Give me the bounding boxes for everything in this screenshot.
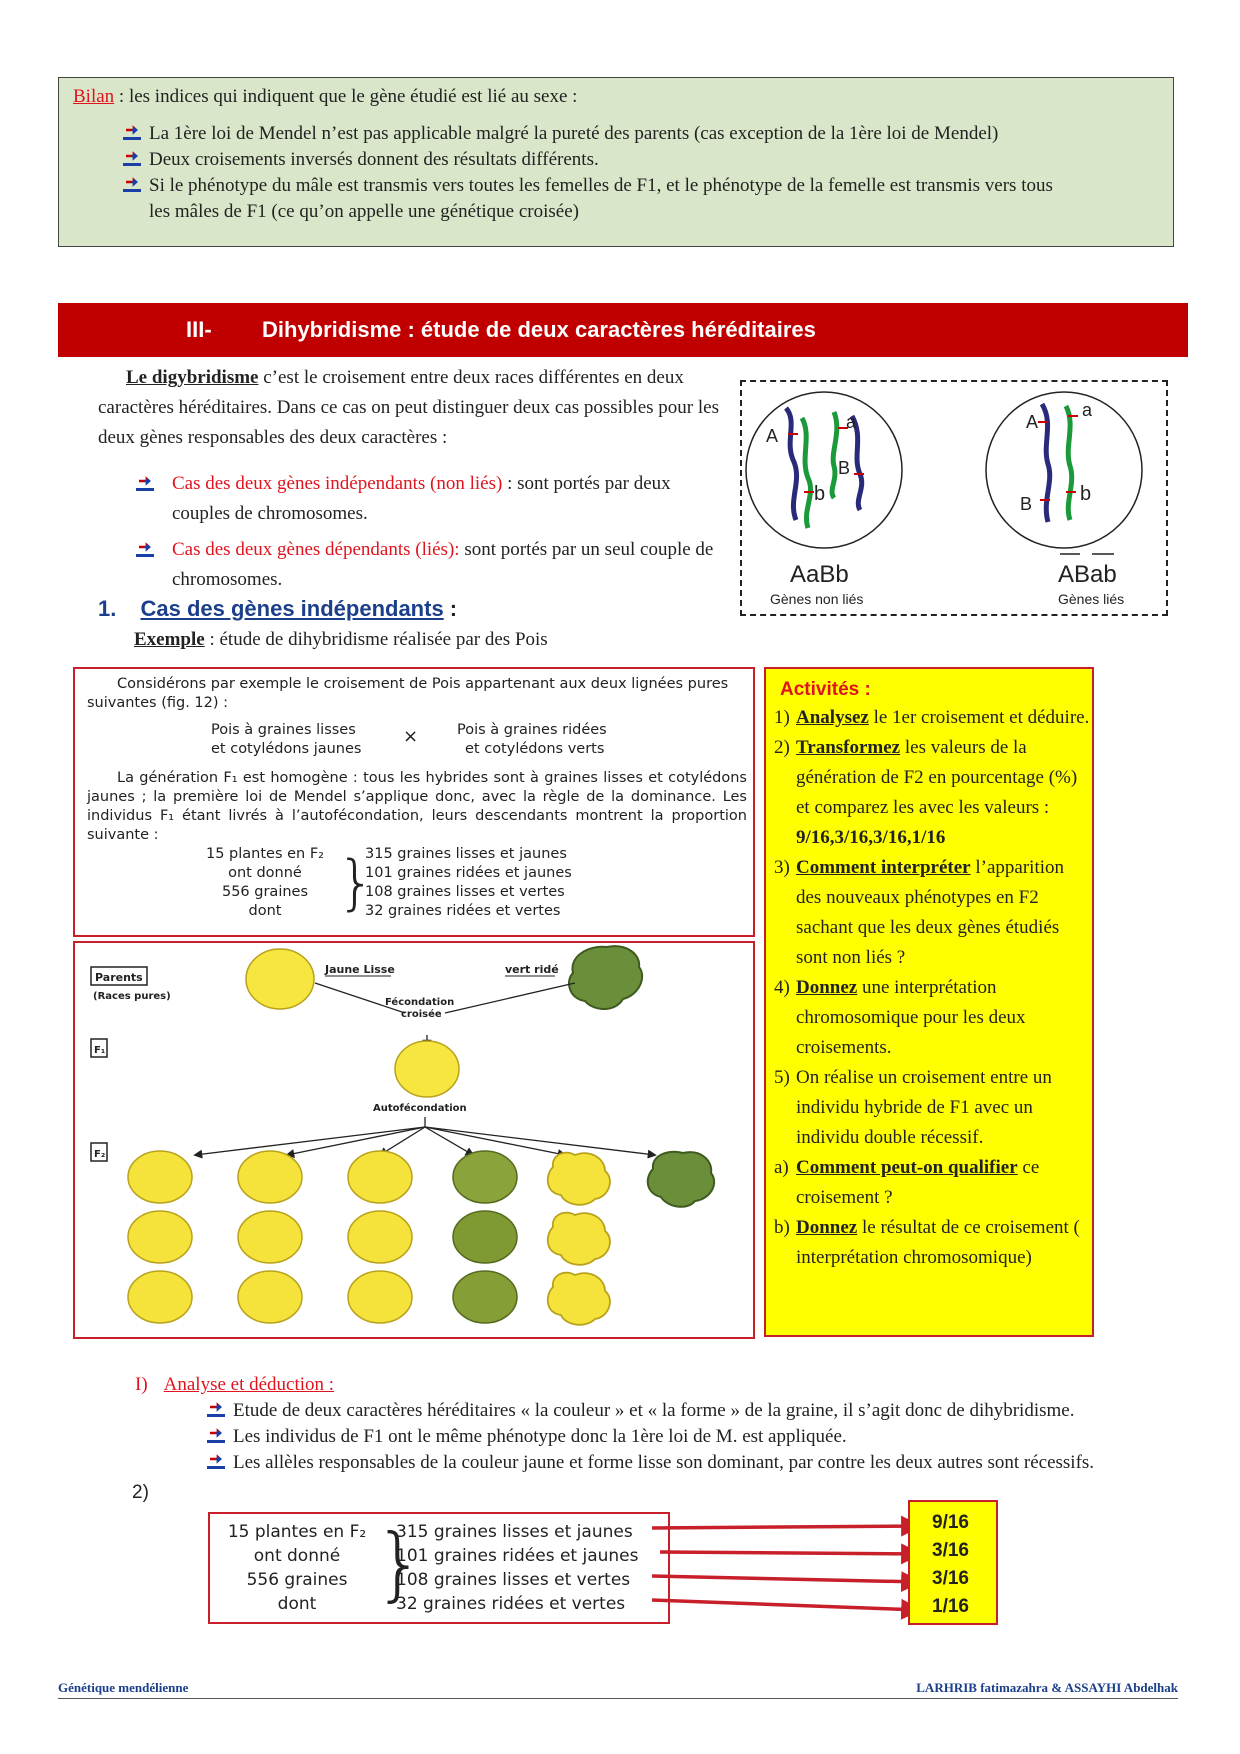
footer <box>58 1680 1178 1699</box>
subsection-colon: : <box>443 596 458 621</box>
case1-label: Cas des deux gènes indépendants (non liés) <box>172 473 503 494</box>
right-row: 101 graines ridées et jaunes <box>365 865 572 881</box>
activity-verb: Transformez <box>796 737 901 758</box>
left-row: 556 graines <box>221 884 309 900</box>
footer-right: LARHRIB fatimazahra & ASSAYHI Abdelhak <box>916 1680 1178 1695</box>
excerpt-line-1: Considérons par exemple le croisement de Pois appartenant aux deux lignées pures suivantes (fig. 12) : <box>87 676 729 711</box>
right-row: 108 graines lisses et vertes <box>365 884 565 900</box>
section-title: Dihybridisme : étude de deux caractères héréditaires <box>262 317 816 342</box>
activities-title: Activités : <box>780 679 871 700</box>
right-caption: Gènes liés <box>1058 591 1125 607</box>
right-label-B: B <box>1020 494 1033 514</box>
croisee-label: croisée <box>401 1009 442 1020</box>
parent2-b: et cotylédons verts <box>465 741 605 757</box>
parent1-b: et cotylédons jaunes <box>211 741 362 757</box>
activity-text: l’apparition des nouveaux phénotypes en F2 sachant que les deux gènes étudiés sont non liés ? <box>796 857 1065 968</box>
analysis-item-2: Les individus de F1 ont le même phénotype donc la 1ère loi de M. est appliquée. <box>233 1426 847 1447</box>
left-row: dont <box>248 903 282 919</box>
analysis-item-1: Etude de deux caractères héréditaires « la couleur » et « la forme » de la graine, il s’agit donc de dihybridisme. <box>233 1400 1075 1421</box>
table-right-row: 315 graines lisses et jaunes <box>396 1522 633 1542</box>
ratio: 9/16 <box>932 1512 969 1533</box>
activity-num: 1) <box>774 707 790 728</box>
activity-num: b) <box>774 1217 790 1238</box>
activity-verb: Donnez <box>796 977 858 998</box>
bilan-item-3: Si le phénotype du mâle est transmis vers toutes les femelles de F1, et le phénotype de la femelle est transmis vers tous <box>149 175 1053 196</box>
activity-num: 4) <box>774 977 790 998</box>
f1-label: F₁ <box>94 1045 106 1056</box>
fecondation-label: Fécondation <box>385 997 455 1008</box>
activity-verb: Comment interpréter <box>796 857 971 878</box>
ratio: 3/16 <box>932 1540 969 1561</box>
left-label-A: A <box>766 426 779 446</box>
activity-verb: Donnez <box>796 1217 858 1238</box>
bilan-item-2: Deux croisements inversés donnent des résultats différents. <box>149 149 599 170</box>
table-left-row: 15 plantes en F₂ <box>227 1522 367 1542</box>
activity-verb: Analysez <box>796 707 869 728</box>
activity-verb: Comment peut-on qualifier <box>796 1157 1018 1178</box>
bilan-label: Bilan <box>73 86 115 107</box>
right-row: 32 graines ridées et vertes <box>365 903 561 919</box>
activity-num: a) <box>774 1157 789 1178</box>
right-genotype: ABab <box>1058 561 1117 588</box>
ratio: 1/16 <box>932 1596 969 1617</box>
activity-values: 9/16,3/16,3/16,1/16 <box>796 827 946 848</box>
activity-num: 5) <box>774 1067 790 1088</box>
example-label: Exemple <box>134 629 205 650</box>
question-2-label: 2) <box>132 1482 149 1503</box>
analysis-item-3: Les allèles responsables de la couleur jaune et forme lisse son dominant, par contre les deux autres sont récessifs. <box>233 1452 1095 1473</box>
activity-text: une interprétation chromosomique pour les deux croisements. <box>796 977 1026 1058</box>
parent1-a: Pois à graines lisses <box>211 722 356 738</box>
activity-text: le résultat de ce croisement ( interprétation chromosomique) <box>796 1217 1080 1268</box>
left-label-a: a <box>846 412 857 432</box>
activity-num: 2) <box>774 737 790 758</box>
activity-text: On réalise un croisement entre un individu hybride de F1 avec un individu double récessif. <box>796 1067 1052 1148</box>
table-right-row: 32 graines ridées et vertes <box>396 1594 626 1614</box>
left-label-b: b <box>814 483 826 505</box>
right-label-a: a <box>1082 400 1093 420</box>
table-brace: } <box>374 1517 425 1610</box>
analysis-num: I) <box>135 1374 148 1395</box>
intro-term: Le digybridisme <box>126 367 259 388</box>
case2-label: Cas des deux gènes dépendants (liés): <box>172 539 460 560</box>
table-left-row: dont <box>277 1594 317 1614</box>
ratios-box <box>908 1500 998 1625</box>
table-right-row: 108 graines lisses et vertes <box>396 1570 631 1590</box>
left-row: ont donné <box>228 865 302 881</box>
races-label: (Races pures) <box>93 991 171 1002</box>
right-row: 315 graines lisses et jaunes <box>365 846 567 862</box>
activity-num: 3) <box>774 857 790 878</box>
bilan-item-1: La 1ère loi de Mendel n’est pas applicable malgré la pureté des parents (cas exception de la 1ère loi de Mendel) <box>149 123 999 144</box>
section-number: III- <box>186 317 212 342</box>
subsection-title: Cas des gènes indépendants <box>140 596 444 621</box>
right-label-A: A <box>1026 412 1039 432</box>
f2-label: F₂ <box>94 1149 106 1160</box>
right-label-b: b <box>1080 483 1092 505</box>
activity-text: ce croisement ? <box>796 1157 1040 1208</box>
vert-ride-label: vert ridé <box>505 963 559 976</box>
parents-label: Parents <box>95 971 143 984</box>
table-left-row: 556 graines <box>246 1570 348 1590</box>
bilan-intro: : les indices qui indiquent que le gène étudié est lié au sexe : <box>114 86 578 107</box>
autofecondation-label: Autofécondation <box>373 1103 467 1114</box>
activity-text: les valeurs de la génération de F2 en pourcentage (%) et comparez les avec les valeurs : <box>796 737 1078 818</box>
table-left-row: ont donné <box>253 1546 341 1566</box>
example-text: : étude de dihybridisme réalisée par des Pois <box>204 629 548 650</box>
ratio: 3/16 <box>932 1568 969 1589</box>
left-label-B: B <box>838 458 851 478</box>
left-row: 15 plantes en F₂ <box>205 846 324 862</box>
analysis-title: Analyse et déduction : <box>163 1374 335 1395</box>
intro-paragraph: c’est le croisement entre deux races différentes en deux caractères héréditaires. Dans ce cas on peut distinguer deux cas possibles pour les deux gènes responsables des deux caractères : <box>98 367 719 448</box>
case1-text: : sont portés par deux couples de chromosomes. <box>172 473 671 524</box>
jaune-lisse-label: Jaune Lisse <box>325 963 395 976</box>
table-right-row: 101 graines ridées et jaunes <box>396 1546 639 1566</box>
footer-left: Génétique mendélienne <box>58 1680 189 1695</box>
case2-text: sont portés par un seul couple de chromosomes. <box>172 539 714 590</box>
excerpt-line-2: La génération F₁ est homogène : tous les hybrides sont à graines lisses et cotylédons jaunes ; la première loi de Mendel s’applique donc, avec la règle de la dominance. Les individus F₁ étant livrés à l’autofécondation, leurs descendants montrent la proportion suivante : <box>87 770 747 843</box>
bilan-item-3-cont: les mâles de F1 (ce qu’on appelle une génétique croisée) <box>149 201 579 222</box>
brace: } <box>337 848 376 918</box>
cross-sign: × <box>403 726 419 747</box>
subsection-number: 1. <box>98 596 117 621</box>
activity-text: le 1er croisement et déduire. <box>868 707 1090 728</box>
parent2-a: Pois à graines ridées <box>457 722 607 738</box>
left-caption: Gènes non liés <box>770 591 864 607</box>
left-genotype: AaBb <box>790 561 849 588</box>
